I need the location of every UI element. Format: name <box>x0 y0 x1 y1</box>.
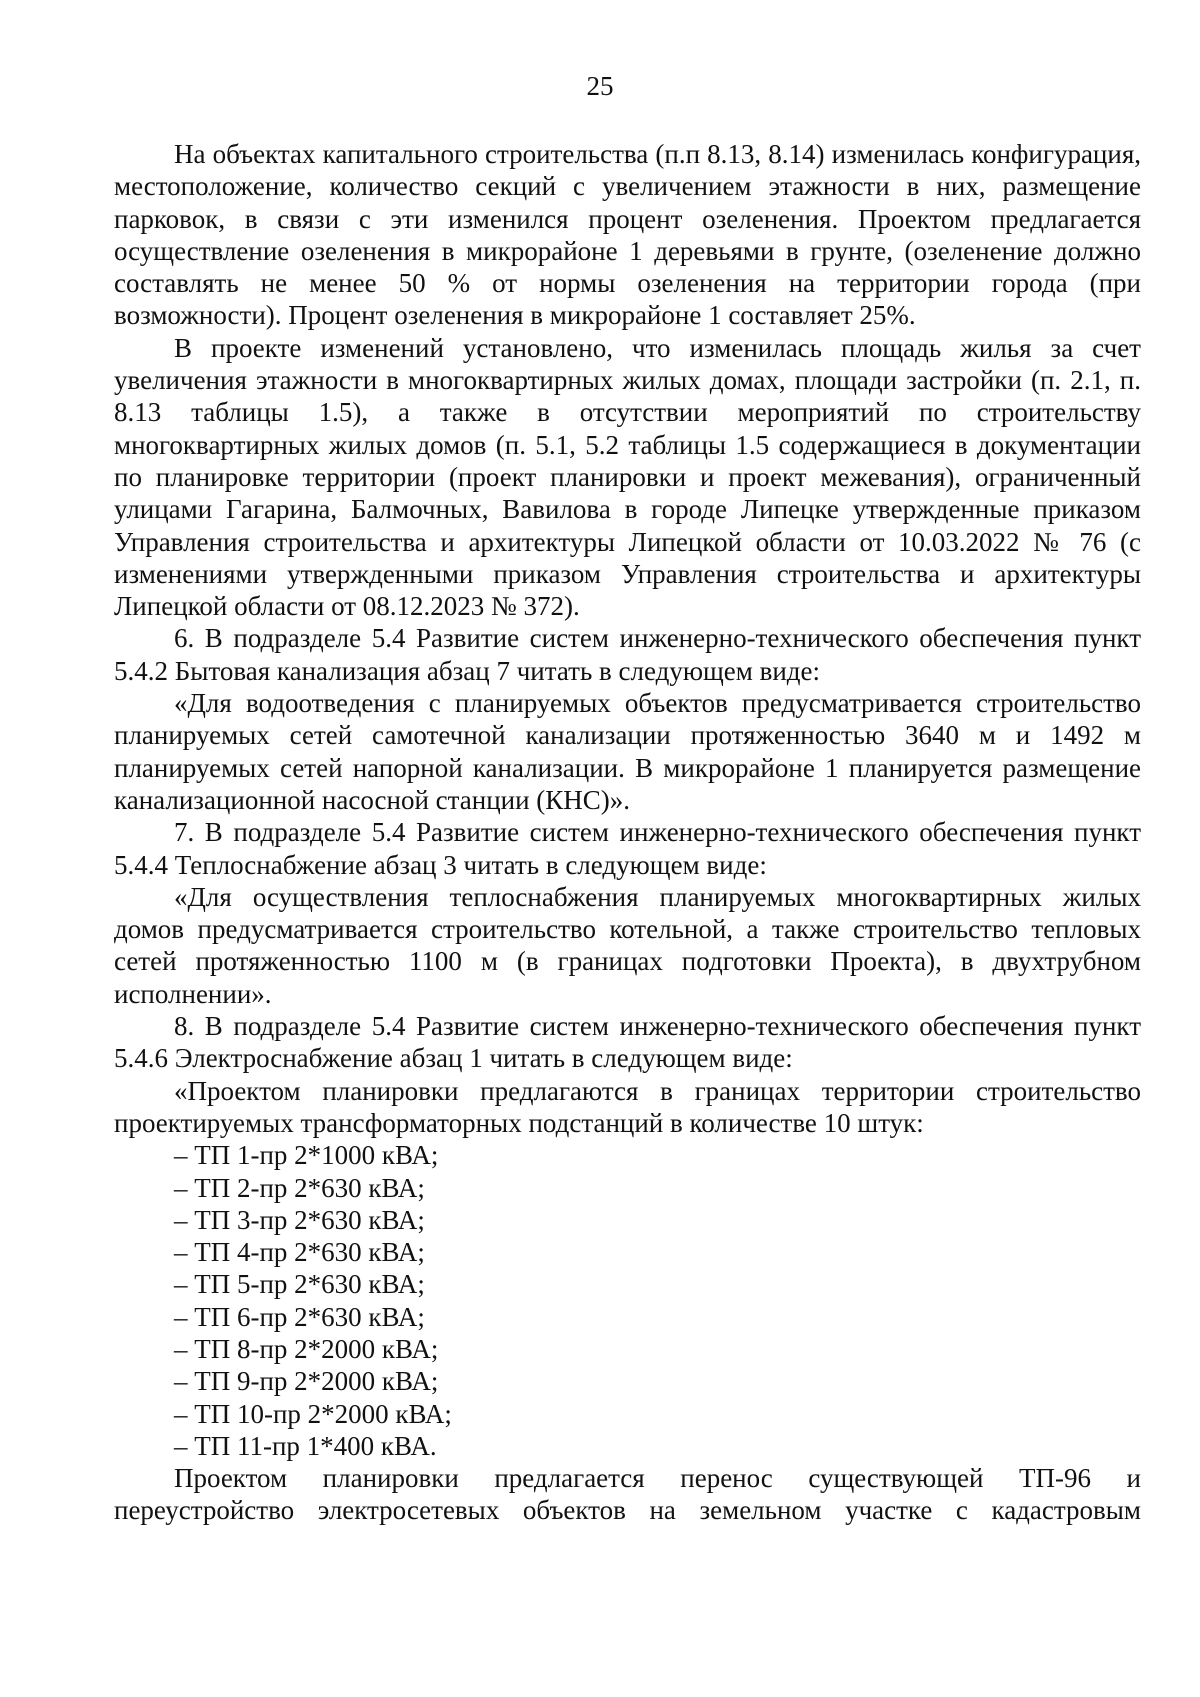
paragraph-greening: На объектах капитального строительства (п.п 8.13, 8.14) изменилась конфигурация, местоположение, количество секций с увеличением этажности в них, размещение парковок, в связи с эти изменился процент озеленения. Проектом предлагается осуществление озеленения в микрорайоне 1 деревьями в грунте, (озеленение должно составлять не менее 50 % от нормы озеленения на территории города (при возможности). Процент озеленения в микрорайоне 1 составляет 25%. <box>114 139 1141 331</box>
page-number: 25 <box>586 71 614 101</box>
substation-list-item: – ТП 6-пр 2*630 кВА; <box>174 1301 425 1332</box>
substation-list-item: – ТП 9-пр 2*2000 кВА; <box>174 1366 439 1397</box>
paragraph-item-8: 8. В подразделе 5.4 Развитие систем инженерно-технического обеспечения пункт 5.4.6 Электроснабжение абзац 1 читать в следующем виде: <box>114 1011 1141 1074</box>
substation-list-item: – ТП 3-пр 2*630 кВА; <box>174 1204 425 1235</box>
substation-list-item: – ТП 11-пр 1*400 кВА. <box>174 1430 437 1461</box>
substation-list-item: – ТП 8-пр 2*2000 кВА; <box>174 1333 439 1364</box>
substation-list-item: – ТП 5-пр 2*630 кВА; <box>174 1269 425 1300</box>
substation-list-item: – ТП 1-пр 2*1000 кВА; <box>174 1140 439 1171</box>
substation-list-item: – ТП 10-пр 2*2000 кВА; <box>174 1398 452 1429</box>
paragraph-heating-quote: «Для осуществления теплоснабжения планируемых многоквартирных жилых домов предусматривается строительство котельной, а также строительство тепловых сетей протяженностью 1100 м (в границах подготовки Проекта), в двухтрубном исполнении». <box>114 881 1141 1009</box>
paragraph-power-quote: «Проектом планировки предлагаются в границах территории строительство проектируемых трансформаторных подстанций в количестве 10 штук: <box>114 1075 1141 1138</box>
paragraph-sewerage-quote: «Для водоотведения с планируемых объектов предусматривается строительство планируемых сетей самотечной канализации протяженностью 3640 м и 1492 м планируемых сетей напорной канализации. В микрорайоне 1 планируется размещение канализационной насосной станции (КНС)». <box>114 688 1141 815</box>
substation-list-item: – ТП 2-пр 2*630 кВА; <box>174 1172 425 1203</box>
paragraph-housing-area: В проекте изменений установлено, что изменилась площадь жилья за счет увеличения этажности в многоквартирных жилых домах, площади застройки (п. 2.1, п. 8.13 таблицы 1.5), а также в отсутствии мероприятий по строительству многоквартирных жилых домов (п. 5.1, 5.2 таблицы 1.5 содержащиеся в документации по планировке территории (проект планировки и проект межевания), ограниченный улицами Гагарина, Балмочных, Вавилова в городе Липецке утвержденные приказом Управления строительства и архитектуры Липецкой области от 10.03.2022 № 76 (с изменениями утвержденными приказом Управления строительства и архитектуры Липецкой области от 08.12.2023 № 372). <box>114 332 1141 622</box>
paragraph-item-7: 7. В подразделе 5.4 Развитие систем инженерно-технического обеспечения пункт 5.4.4 Теплоснабжение абзац 3 читать в следующем виде: <box>114 817 1141 880</box>
document-body <box>114 138 1141 1527</box>
substation-list-item: – ТП 4-пр 2*630 кВА; <box>174 1237 425 1268</box>
paragraph-item-6: 6. В подразделе 5.4 Развитие систем инженерно-технического обеспечения пункт 5.4.2 Бытовая канализация абзац 7 читать в следующем виде: <box>114 623 1141 686</box>
paragraph-tp96-transfer: Проектом планировки предлагается перенос существующей ТП-96 и переустройство электросетевых объектов на земельном участке с кадастровым <box>114 1463 1141 1526</box>
